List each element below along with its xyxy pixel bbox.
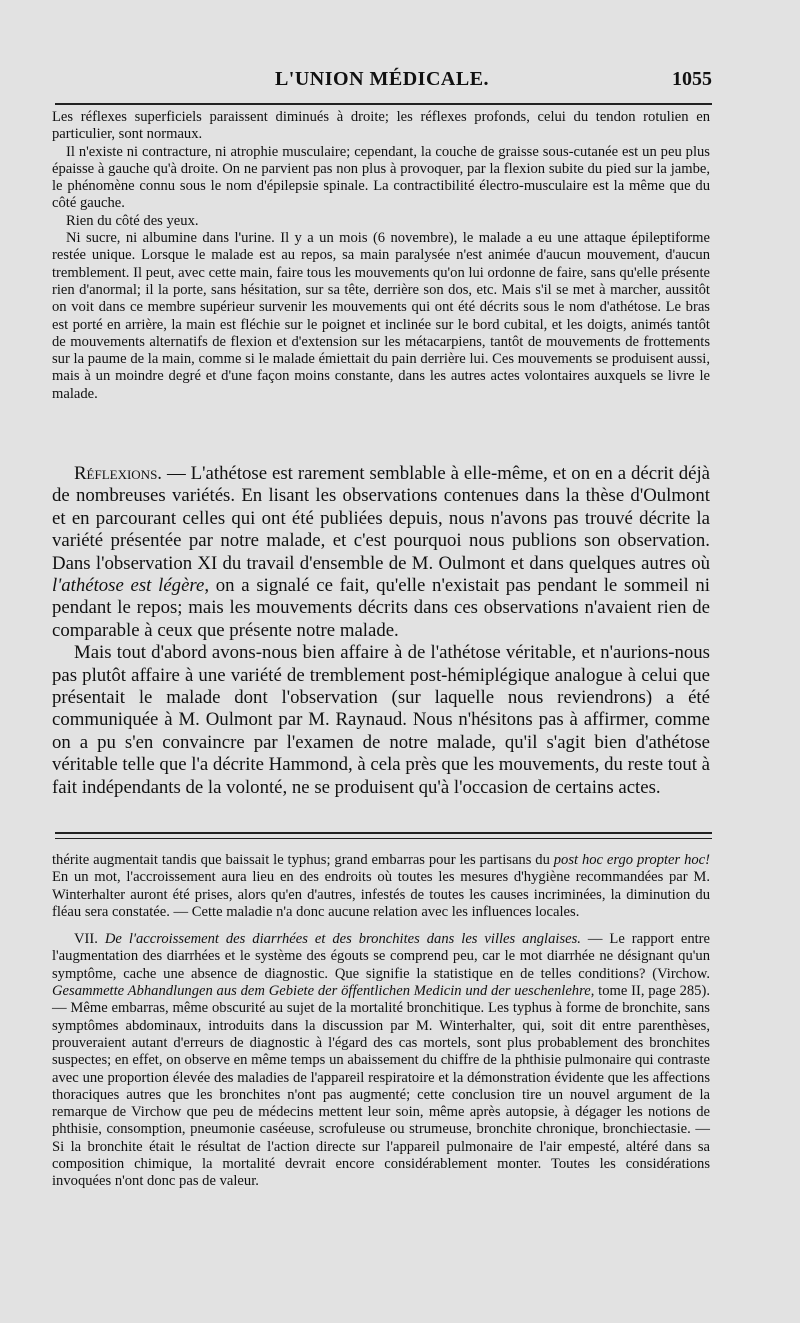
- reflexions-paragraph-2: Mais tout d'abord avons-nous bien affaire à de l'athétose véritable, et n'aurions-nous pas plutôt affaire à une variété de tremblement post-hémiplégique analogue à celui que présentait le malade dont l'observation (sur laquelle nous reviendrons) a été communiquée à M. Oulmont par M. Raynaud. Nous n'hésitons pas à affirmer, comme on a pu s'en convaincre par l'examen de notre malade, qu'il s'agit bien d'athétose véritable telle que l'a décrite Hammond, à cela près que les mouvements, du reste tout à fait indépendants de la volonté, ne se produisent qu'à l'occasion de certains actes.: [52, 642, 710, 798]
- case-observation-text: [52, 109, 710, 403]
- feuilleton-paragraph-2: [52, 931, 710, 1190]
- feuilleton-rule-bottom: [55, 838, 712, 839]
- feuilleton-p2-part1: — Le rapport entre l'augmentation des diarrhées et le système des égouts se comprend peu, car le mot diarrhée ne désignant qu'un symptôme, cache une absence de diagnostic. Que signifie la statistique en de telles conditions? (Virchow.: [52, 931, 711, 982]
- paragraph-athetosis-description: Ni sucre, ni albumine dans l'urine. Il y a un mois (6 novembre), le malade a eu une attaque épileptiforme restée unique. Lorsque le malade est au repos, sa main paralysée n'est animée d'aucun mouvement, d'aucun tremblement. Il peut, avec cette main, faire tous les mouvements qu'on lui ordonne de faire, sans qu'elle présente rien d'anormal; il la porte, sans hésitation, sur sa tête, derrière son dos, etc. Mais s'il se met à marcher, aussitôt on voit dans ce membre supérieur survenir les mouvements qui ont été décrits sous le nom d'athétose. Le bras est porté en arrière, la main est fléchie sur le poignet et inclinée sur le bord cubital, et les doigts, animés tantôt de mouvements alternatifs de flexion et d'extension sur les métacarpiens, tantôt de mouvements de frottements sur la paume de la main, comme si le malade émiettait du pain derrière lui. Ces mouvements se produisent aussi, mais à un moindre degré et d'une façon moins constante, dans les autres actes volontaires auxquels se livre le malade.: [52, 230, 710, 402]
- feuilleton-section: [52, 852, 710, 1191]
- feuilleton-paragraph-1: [52, 852, 710, 921]
- running-header: [52, 66, 712, 96]
- paragraph-contracture: Il n'existe ni contracture, ni atrophie musculaire; cependant, la couche de graisse sous-cutanée est un peu plus épaisse à gauche qu'à droite. On ne parvient pas non plus à provoquer, par la flexion subite du pied sur la jambe, le phénomène connu sous le nom d'épilepsie spinale. La contractibilité électro-musculaire est la même que du côté gauche.: [52, 143, 710, 212]
- reflexions-paragraph-1: [52, 463, 710, 642]
- citation-title: Gesammette Abhandlungen aus dem Gebiete der öffentlichen Medicin und der ueschenlehre: [52, 983, 591, 1000]
- page-number: 1055: [672, 68, 712, 90]
- feuilleton-p2-part2: , tome II, page 285). — Même embarras, même obscurité au sujet de la mortalité bronchitique. Les typhus à forme de bronchite, sans symptômes abdominaux, introduits dans la discussion par M. Winterhalter, qui, soit dit entre parenthèses, prouveraient autant d'erreurs de diagnostic à l'égard des cas mortels, sont plus probablement des bronchites suspectes; en effet, on observe en même temps un abaissement du chiffre de la phthisie pulmonaire qui contraste avec une proportion élevée des maladies de l'appareil respiratoire et la démonstration évidente que les affections thoraciques autres que les bronchites n'ont pas augmenté; cette conclusion tire un nouvel argument de la remarque de Virchow que peu de médecins mettent leur soin, même après autopsie, à dégager les notions de phthisie, consomption, pneumonie caséeuse, scrofuleuse ou strumeuse, bronchite chronique, bronchiectasie. — Si la bronchite était le résultat de l'action directe sur l'appareil pulmonaire de l'air empesté, altéré dans sa composition chimique, la mortalité devrait encore considérablement monter. Toutes les considérations invoquées n'ont donc pas de valeur.: [52, 983, 710, 1190]
- feuilleton-rule-top: [55, 832, 712, 834]
- header-rule: [55, 103, 712, 105]
- feuilleton-p1-part1: thérite augmentait tandis que baissait le typhus; grand embarras pour les partisans du: [52, 852, 554, 868]
- section-number: VII.: [74, 931, 105, 948]
- reflexions-section: [52, 463, 710, 799]
- running-title: L'UNION MÉDICALE.: [274, 68, 490, 90]
- feuilleton-p1-italic: post hoc ergo propter hoc!: [553, 852, 710, 868]
- paragraph-eyes: Rien du côté des yeux.: [66, 212, 199, 229]
- feuilleton-p1-part2: En un mot, l'accroissement aura lieu en des endroits où toutes les mesures d'hygiène recommandées par M. Winterhalter auront été prises, alors qu'en d'autres, infestés de toutes les causes incriminées, la diminution du fléau sera constatée. — Cette maladie n'a donc aucune relation avec les influences locales.: [52, 869, 710, 920]
- paragraph-reflexes: Les réflexes superficiels paraissent diminués à droite; les réflexes profonds, celui du tendon rotulien en particulier, sont normaux.: [52, 109, 710, 143]
- reflexions-p1-italic: l'athétose est légère: [52, 575, 205, 597]
- section-title: De l'accroissement des diarrhées et des bronchites dans les villes anglaises.: [104, 931, 581, 948]
- reflexions-p1-part2: , on a signalé ce fait, qu'elle n'existait pas pendant le sommeil ni pendant le repos; mais les mouvements décrits dans ces observations n'avaient rien de comparable à ceux que présente notre malade.: [52, 575, 710, 641]
- reflexions-heading: Réflexions.: [74, 463, 162, 484]
- reflexions-p1-part1: — L'athétose est rarement semblable à elle-même, et on en a décrit déjà de nombreuses variétés. En lisant les observations contenues dans la thèse d'Oulmont et en parcourant celles qui ont été publiées depuis, nous n'avons pas trouvé décrite la variété présentée par notre malade, et c'est pourquoi nous publions son observation. Dans l'observation XI du travail d'ensemble de M. Oulmont et dans quelques autres où: [52, 463, 710, 574]
